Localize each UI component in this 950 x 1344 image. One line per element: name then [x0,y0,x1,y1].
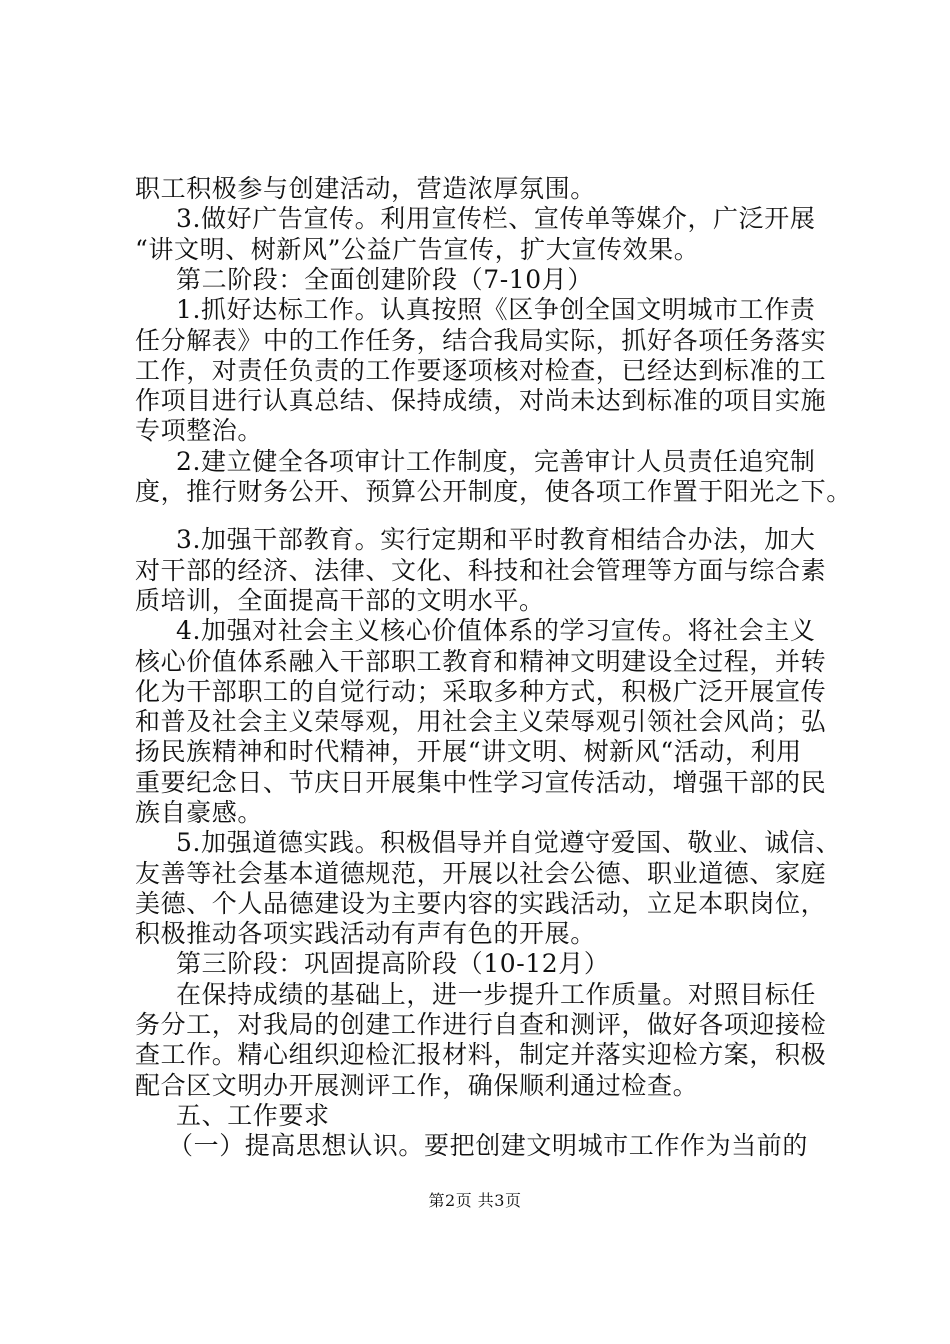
page-footer: 第2页 共3页 [428,1191,522,1210]
body-line: 3.加强干部教育。实行定期和平时教育相结合办法，加大 [176,525,816,554]
body-line: 美德、个人品德建设为主要内容的实践活动，立足本职岗位， [135,889,827,918]
body-line: 扬民族精神和时代精神，开展“讲文明、树新风“活动，利用 [135,737,802,766]
body-line: 度，推行财务公开、预算公开制度，使各项工作置于阳光之下。 [135,477,852,506]
body-line: 积极推动各项实践活动有声有色的开展。 [135,919,596,948]
body-line: “讲文明、树新风”公益广告宣传，扩大宣传效果。 [135,235,700,264]
body-line: 对干部的经济、法律、文化、科技和社会管理等方面与综合素 [135,556,827,585]
body-line: （一）提高思想认识。要把创建文明城市工作作为当前的 [168,1131,809,1160]
body-line: 化为干部职工的自觉行动；采取多种方式，积极广泛开展宣传 [135,677,827,706]
section-heading: 第三阶段：巩固提高阶段（10-12月） [176,949,610,978]
body-line: 配合区文明办开展测评工作，确保顺利通过检查。 [135,1071,699,1100]
body-line: 在保持成绩的基础上，进一步提升工作质量。对照目标任 [176,980,817,1009]
body-line: 2.建立健全各项审计工作制度，完善审计人员责任追究制 [176,447,816,476]
section-heading: 五、工作要求 [176,1101,330,1130]
body-line: 重要纪念日、节庆日开展集中性学习宣传活动，增强干部的民 [135,768,827,797]
body-line: 工作，对责任负责的工作要逐项核对检查，已经达到标准的工 [135,356,827,385]
body-line: 质培训，全面提高干部的文明水平。 [135,586,545,615]
body-line: 3.做好广告宣传。利用宣传栏、宣传单等媒介，广泛开展 [176,204,816,233]
body-line: 任分解表》中的工作任务，结合我局实际，抓好各项任务落实 [135,326,827,355]
body-line: 核心价值体系融入干部职工教育和精神文明建设全过程，并转 [135,647,827,676]
body-line: 族自豪感。 [135,798,264,827]
body-line: 职工积极参与创建活动，营造浓厚氛围。 [135,174,596,203]
body-line: 5.加强道德实践。积极倡导并自觉遵守爱国、敬业、诚信、 [176,828,842,857]
body-line: 查工作。精心组织迎检汇报材料，制定并落实迎检方案，积极 [135,1040,827,1069]
body-line: 4.加强对社会主义核心价值体系的学习宣传。将社会主义 [176,616,816,645]
section-heading: 第二阶段：全面创建阶段（7-10月） [176,265,593,294]
body-line: 和普及社会主义荣辱观，用社会主义荣辱观引领社会风尚；弘 [135,707,827,736]
body-line: 1.抓好达标工作。认真按照《区争创全国文明城市工作责 [176,295,816,324]
body-line: 务分工，对我局的创建工作进行自查和测评，做好各项迎接检 [135,1010,827,1039]
body-line: 专项整治。 [135,416,264,445]
body-line: 友善等社会基本道德规范，开展以社会公德、职业道德、家庭 [135,859,827,888]
body-line: 作项目进行认真总结、保持成绩，对尚未达到标准的项目实施 [135,386,827,415]
